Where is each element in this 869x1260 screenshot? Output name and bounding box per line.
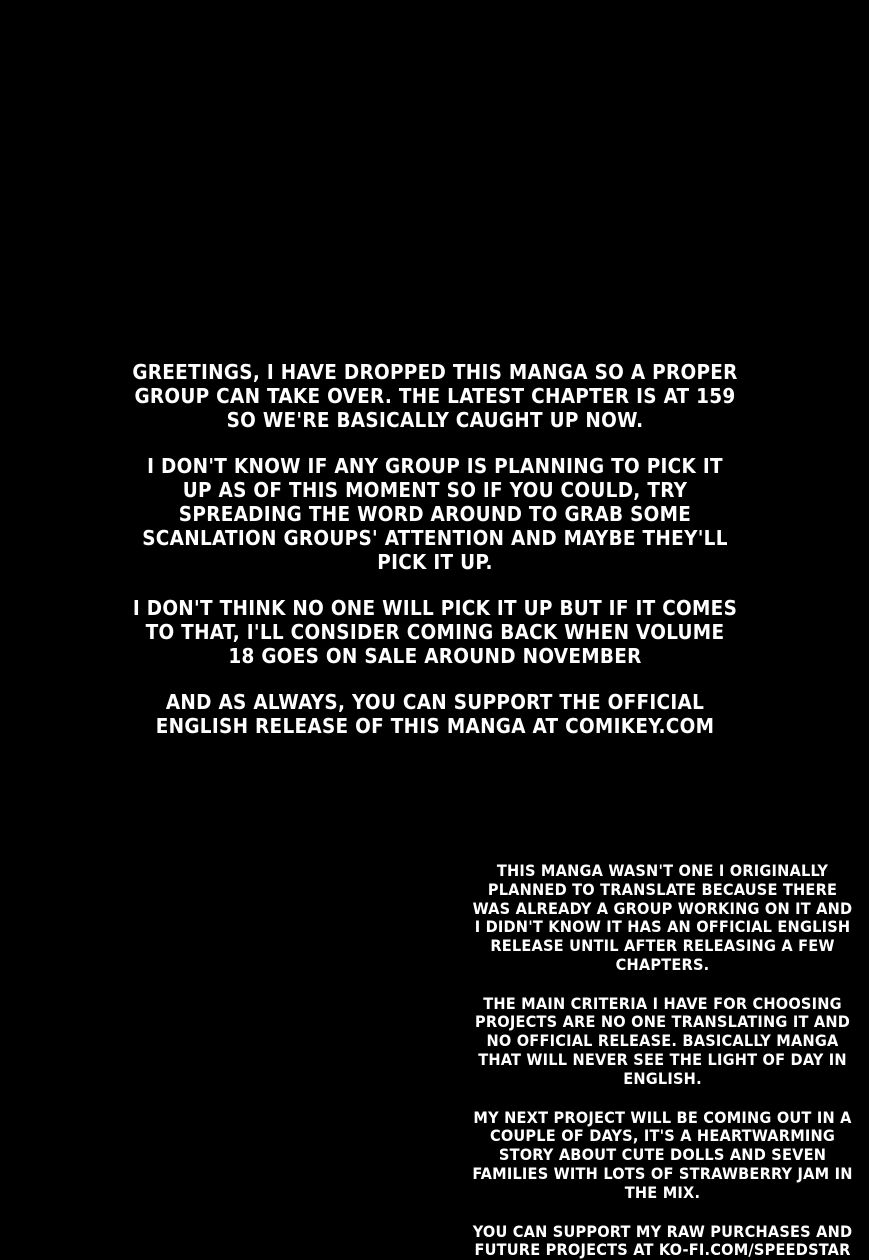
note-paragraph: AND AS ALWAYS, YOU CAN SUPPORT THE OFFICIAL ENGLISH RELEASE OF THIS MANGA AT COMIKEY.COM (130, 690, 740, 738)
note-paragraph: I DON'T THINK NO ONE WILL PICK IT UP BUT IF IT COMES TO THAT, I'LL CONSIDER COMING BACK WHEN VOLUME 18 GOES ON SALE AROUND NOVEMBER (130, 596, 740, 668)
translator-note-secondary (470, 862, 855, 1260)
note-paragraph: I DON'T KNOW IF ANY GROUP IS PLANNING TO PICK IT UP AS OF THIS MOMENT SO IF YOU COULD, TRY SPREADING THE WORD AROUND TO GRAB SOME SCANLATION GROUPS' ATTENTION AND MAYBE THEY'LL PICK IT UP. (130, 454, 740, 574)
note-paragraph: THE MAIN CRITERIA I HAVE FOR CHOOSING PROJECTS ARE NO ONE TRANSLATING IT AND NO OFFICIAL RELEASE. BASICALLY MANGA THAT WILL NEVER SEE THE LIGHT OF DAY IN ENGLISH. (470, 995, 855, 1089)
translator-note-main (130, 360, 740, 738)
note-paragraph: YOU CAN SUPPORT MY RAW PURCHASES AND FUTURE PROJECTS AT KO-FI.COM/SPEEDSTAR (470, 1223, 855, 1260)
note-paragraph: MY NEXT PROJECT WILL BE COMING OUT IN A COUPLE OF DAYS, IT'S A HEARTWARMING STORY ABOUT CUTE DOLLS AND SEVEN FAMILIES WITH LOTS OF STRAWBERRY JAM IN THE MIX. (470, 1109, 855, 1203)
note-paragraph: THIS MANGA WASN'T ONE I ORIGINALLY PLANNED TO TRANSLATE BECAUSE THERE WAS ALREADY A GROUP WORKING ON IT AND I DIDN'T KNOW IT HAS AN OFFICIAL ENGLISH RELEASE UNTIL AFTER RELEASING A FEW CHAPTERS. (470, 862, 855, 975)
note-paragraph: GREETINGS, I HAVE DROPPED THIS MANGA SO A PROPER GROUP CAN TAKE OVER. THE LATEST CHAPTER IS AT 159 SO WE'RE BASICALLY CAUGHT UP NOW. (130, 360, 740, 432)
